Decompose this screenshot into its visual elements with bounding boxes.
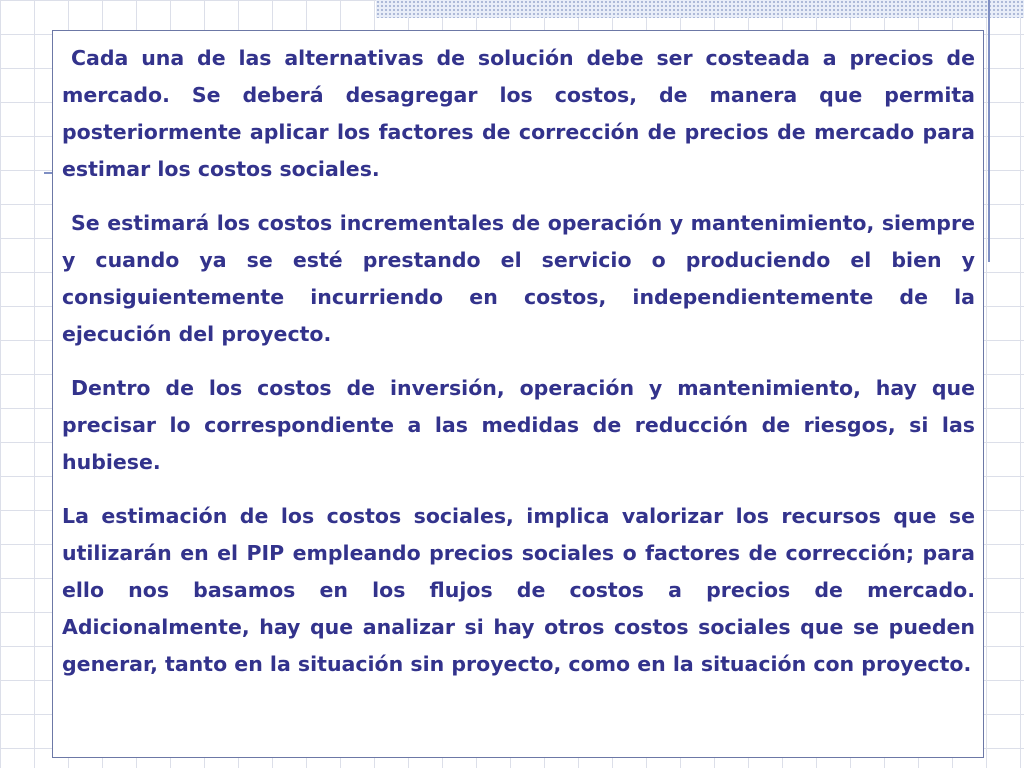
slide-text-frame: [52, 30, 984, 758]
paragraph-market-costing: Cada una de las alternativas de solución debe ser costeada a precios de mercado. Se deberá desagregar los costos, de manera que permita posteriormente aplicar los factores de corrección de precios de mercado para estimar los costos sociales.: [62, 46, 975, 181]
paragraph-risk-reduction: Dentro de los costos de inversión, operación y mantenimiento, hay que precisar lo correspondiente a las medidas de reducción de riesgos, si las hubiese.: [62, 376, 975, 474]
right-accent-rule: [988, 0, 990, 262]
paragraph-incremental-costs: Se estimará los costos incrementales de operación y mantenimiento, siempre y cuando ya se esté prestando el servicio o produciendo el bien y consiguientemente incurriendo en costos, independientemente de la ejecución del proyecto.: [62, 211, 975, 346]
paragraph-social-costs: La estimación de los costos sociales, implica valorizar los recursos que se utilizarán en el PIP empleando precios sociales o factores de corrección; para ello nos basamos en los flujos de costos a precios de mercado. Adicionalmente, hay que analizar si hay otros costos sociales que se pueden generar, tanto en la situación sin proyecto, como en la situación con proyecto.: [62, 504, 975, 676]
corner-dot-pattern: [376, 0, 1024, 18]
